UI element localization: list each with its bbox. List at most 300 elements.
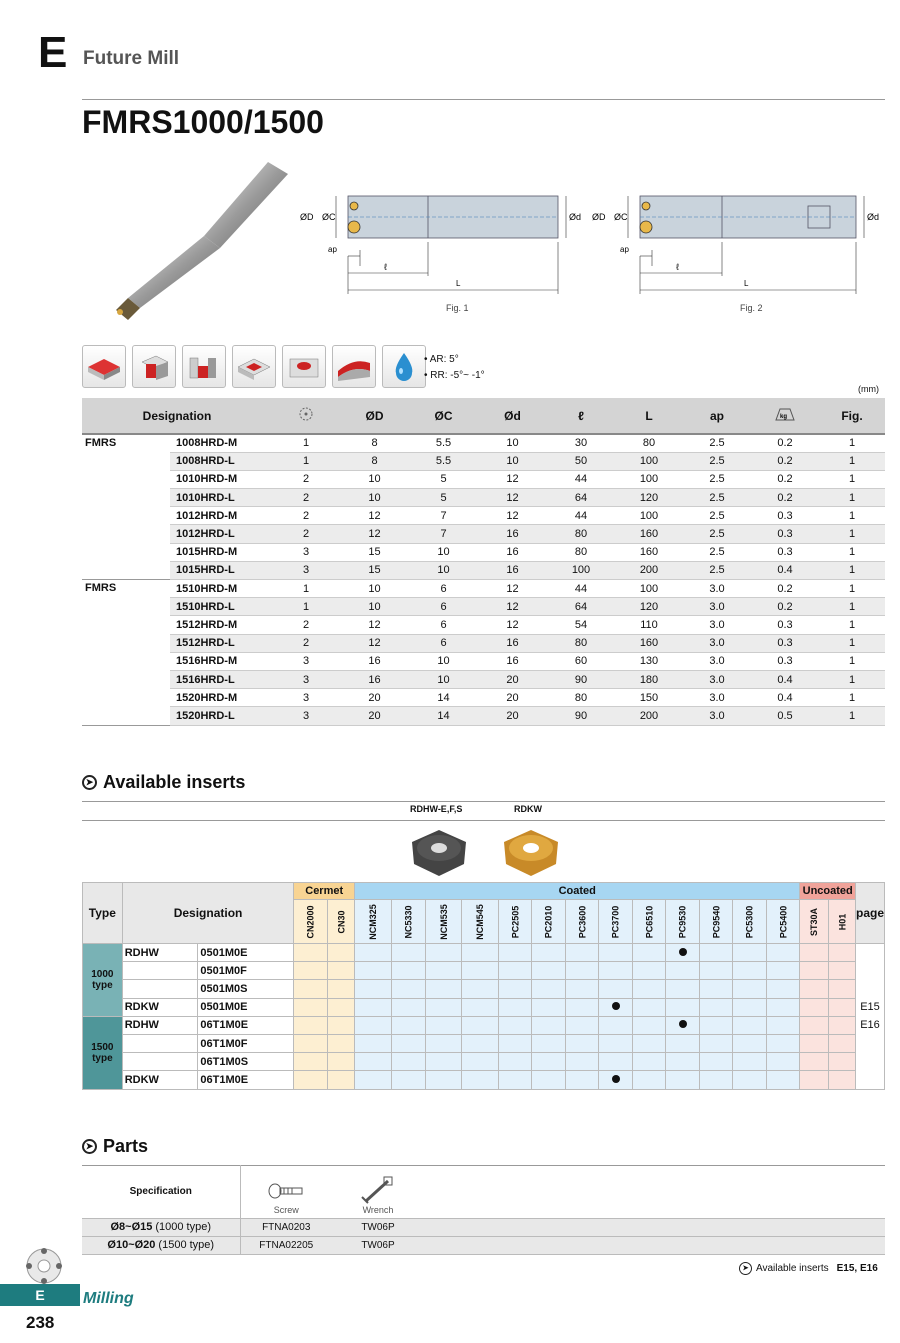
grade-cell [425,980,462,998]
grade-cell [632,1071,666,1089]
page-refs [855,944,884,1090]
grade-cell [532,1016,566,1034]
grade-cell [565,1016,599,1034]
spec-cell: 7 [409,525,478,543]
spec-cell: 0.2 [751,434,819,452]
insert-row [83,980,885,998]
group-cermet: Cermet [294,883,355,900]
page-ref-link[interactable]: E16 [860,1019,880,1032]
spec-cell: 3 [272,652,340,670]
header-divider [82,99,885,100]
grade-cell [699,980,733,998]
availability-dot-icon [612,1075,620,1083]
unit-label: (mm) [858,384,879,394]
grade-label: PC5300 [744,905,755,938]
spec-cell: 3.0 [683,707,751,725]
grade-cell [294,1034,328,1052]
spec-cell: 160 [615,634,683,652]
spec-cell: 0.3 [751,525,819,543]
screw-icon [266,1179,306,1205]
spec-cell: 2 [272,634,340,652]
spec-cell: 10 [340,470,409,488]
grade-cell [632,1016,666,1034]
spec-cell: 16 [478,543,547,561]
grade-cell [666,1034,700,1052]
footer-available-inserts[interactable] [739,1262,878,1275]
availability-dot-icon [679,1020,687,1028]
contour-milling-icon [332,345,376,388]
spec-cell: 6 [409,598,478,616]
grade-cell [565,998,599,1016]
figure-2 [588,186,888,321]
designation-cell: 1010HRD-L [170,489,272,507]
spec-cell: 0.3 [751,616,819,634]
spec-cell: 1 [819,470,885,488]
grade-header [565,900,599,944]
grade-label: NCM545 [474,903,485,940]
parts-spec-range: Ø8~Ø15 [110,1221,153,1233]
fig2-label-d: Ød [867,212,880,222]
grade-cell [733,1071,767,1089]
insert-row [83,998,885,1016]
parts-title: Parts [103,1136,149,1156]
spec-row [82,452,885,470]
grade-header [733,900,767,944]
spec-cell: 130 [615,652,683,670]
col-d: Ød [478,398,547,434]
spec-cell: 20 [478,707,547,725]
parts-row [82,1218,885,1236]
spec-cell: 50 [547,452,615,470]
spec-cell: 1 [819,543,885,561]
grade-header [599,900,633,944]
spec-cell: 3.0 [683,580,751,598]
grade-cell [565,980,599,998]
grade-cell [462,980,499,998]
grade-header [699,900,733,944]
designation-cell: 1010HRD-M [170,470,272,488]
insert-series: RDKW [122,998,198,1016]
spec-row [82,598,885,616]
grade-cell [462,962,499,980]
grade-cell [632,944,666,962]
designation-cell: 1516HRD-L [170,670,272,688]
parts-heading [82,1136,148,1157]
grade-cell [599,1071,633,1089]
grade-cell [462,1053,499,1071]
fig2-label-C: ØC [614,212,628,222]
grade-header [532,900,566,944]
fig2-label-ap: ap [620,245,629,254]
spec-cell: 0.3 [751,652,819,670]
spec-table [82,398,885,726]
grade-cell [829,1016,856,1034]
page-ref-link[interactable]: E15 [860,1001,880,1014]
designation-cell: 1008HRD-L [170,452,272,470]
grade-cell [532,1071,566,1089]
grade-cell [800,944,829,962]
wrench-icon [358,1175,398,1205]
spec-cell: 2 [272,525,340,543]
grade-cell [355,980,392,998]
col-fig: Fig. [819,398,885,434]
grade-header [800,900,829,944]
spec-cell: 1 [819,616,885,634]
grade-cell [328,962,355,980]
grade-cell [391,998,425,1016]
grade-cell [294,980,328,998]
grade-cell [699,998,733,1016]
grade-cell [328,944,355,962]
grade-cell [391,980,425,998]
spec-row [82,507,885,525]
spec-cell: 12 [478,507,547,525]
grade-header [294,900,328,944]
spec-cell: 90 [547,707,615,725]
spec-row [82,580,885,598]
grade-cell [565,1053,599,1071]
grade-cell [800,980,829,998]
grade-header [829,900,856,944]
grade-cell [829,1034,856,1052]
spec-row [82,434,885,452]
col-l: ℓ [547,398,615,434]
spec-cell: 3 [272,543,340,561]
spec-cell: 1 [819,598,885,616]
spec-cell: 100 [547,561,615,579]
spec-cell: 6 [409,580,478,598]
grade-label: PC5400 [778,905,789,938]
spec-cell: 2.5 [683,434,751,452]
spec-cell: 2.5 [683,507,751,525]
spec-cell: 8 [340,434,409,452]
grade-cell [498,998,532,1016]
grade-cell [599,944,633,962]
grade-label: PC3600 [576,905,587,938]
grade-cell [498,1071,532,1089]
grade-cell [632,962,666,980]
spec-cell: 12 [340,525,409,543]
insert-code: 0501M0S [198,980,294,998]
availability-dot-icon [612,1002,620,1010]
slot-milling-icon [182,345,226,388]
fig1-label-D: ØD [300,212,314,222]
spec-cell: 15 [340,561,409,579]
insert-code: 0501M0E [198,944,294,962]
col-C: ØC [409,398,478,434]
grade-cell [294,944,328,962]
wrench-part-code: TW06P [361,1221,395,1233]
grade-cell [294,1071,328,1089]
spec-cell: 2 [272,470,340,488]
insert-row [83,1053,885,1071]
spec-cell: 1 [819,670,885,688]
arrow-circle-icon: ➤ [82,1139,97,1154]
spec-cell: 12 [340,634,409,652]
parts-spec-cell [82,1236,240,1254]
section-tab: E [0,1284,80,1306]
grade-cell [328,1034,355,1052]
grade-header [632,900,666,944]
designation-cell: 1012HRD-L [170,525,272,543]
spec-cell: 12 [478,598,547,616]
tool-shank [204,162,288,248]
grade-label: H01 [837,913,848,930]
spec-cell: 100 [615,452,683,470]
grade-cell [565,962,599,980]
inserts-table [82,882,885,1090]
grade-cell [355,1016,392,1034]
spec-cell: 3 [272,561,340,579]
spec-cell: 1 [272,598,340,616]
grade-cell [462,1071,499,1089]
spec-cell: 120 [615,489,683,507]
spec-cell: 3 [272,689,340,707]
spec-cell: 100 [615,580,683,598]
grade-cell [294,962,328,980]
insert-row [83,1034,885,1052]
spec-cell: 200 [615,561,683,579]
grade-cell [328,980,355,998]
spec-cell: 2.5 [683,470,751,488]
grade-cell [800,1016,829,1034]
spec-cell: 3 [272,707,340,725]
spec-cell: 3.0 [683,616,751,634]
screw-label: Screw [273,1204,299,1215]
spec-row [82,689,885,707]
parts-table [82,1165,885,1255]
tool-photo [100,158,300,328]
spec-row [82,634,885,652]
spec-row [82,489,885,507]
grade-cell [565,1034,599,1052]
designation-cell: 1520HRD-L [170,707,272,725]
footer-avail-pages: E15, E16 [836,1263,878,1274]
grade-cell [699,1016,733,1034]
insert-series [122,962,198,980]
insert-code: 06T1M0S [198,1053,294,1071]
spec-row [82,470,885,488]
spec-cell: 5 [409,489,478,507]
designation-cell: 1512HRD-M [170,616,272,634]
insert-row [83,944,885,962]
spec-cell: 2.5 [683,452,751,470]
spec-cell: 1 [819,525,885,543]
spec-cell: 1 [819,489,885,507]
spec-cell: 3.0 [683,689,751,707]
col-L: L [615,398,683,434]
grade-cell [800,962,829,980]
spec-cell: 1 [272,580,340,598]
available-inserts-heading [82,772,245,793]
spec-cell: 60 [547,652,615,670]
grade-cell [355,962,392,980]
spec-cell: 3.0 [683,634,751,652]
grade-cell [599,980,633,998]
coolant-icon [382,345,426,388]
spec-cell: 160 [615,525,683,543]
wrench-header [332,1165,424,1218]
spec-cell: 120 [615,598,683,616]
grade-label: NCM325 [367,903,378,940]
fig1-insert [348,221,360,233]
grade-cell [733,1034,767,1052]
spec-cell: 80 [547,525,615,543]
grade-cell [498,1053,532,1071]
fig2-label-l: ℓ [676,262,679,272]
spec-cell: 100 [615,470,683,488]
spec-cell: 16 [478,525,547,543]
grade-cell [498,944,532,962]
spec-cell: 30 [547,434,615,452]
grade-cell [699,962,733,980]
spec-cell: 3.0 [683,670,751,688]
series-label: FMRS [82,580,170,726]
spec-cell: 0.2 [751,452,819,470]
screw-header [240,1165,332,1218]
section-name: Future Mill [83,48,180,69]
grade-cell [294,998,328,1016]
ins-col-type: Type [83,883,123,944]
spec-cell: 0.4 [751,561,819,579]
insert-name-rdkw: RDKW [514,804,542,814]
grade-label: ST30A [809,907,820,936]
spec-cell: 20 [340,707,409,725]
spec-cell: 0.4 [751,670,819,688]
footer-avail-label: Available inserts [756,1263,829,1274]
grade-cell [328,1071,355,1089]
grade-cell [355,1071,392,1089]
spec-cell: 1 [819,652,885,670]
grade-cell [766,944,800,962]
grade-cell [766,1071,800,1089]
grade-header [425,900,462,944]
grade-cell [800,1071,829,1089]
insert-code: 06T1M0E [198,1071,294,1089]
wrench-part-code: TW06P [361,1239,395,1251]
grade-cell [829,944,856,962]
grade-cell [666,980,700,998]
grade-cell [599,1016,633,1034]
spec-cell: 10 [409,561,478,579]
spec-cell: 15 [340,543,409,561]
fig2-label-L: L [744,279,749,288]
grade-label: PC2010 [543,905,554,938]
grade-cell [829,1071,856,1089]
grade-cell [532,1034,566,1052]
spec-row [82,707,885,725]
grade-cell [699,1034,733,1052]
milling-cutter-icon [22,1244,66,1284]
insert-code: 0501M0F [198,962,294,980]
grade-cell [328,1053,355,1071]
grade-label: PC9530 [677,905,688,938]
grade-cell [355,944,392,962]
grade-cell [391,962,425,980]
designation-cell: 1512HRD-L [170,634,272,652]
grade-label: PC6510 [644,905,655,938]
grade-cell [766,980,800,998]
designation-cell: 1516HRD-M [170,652,272,670]
inserts-divider-2 [82,820,885,821]
grade-cell [462,944,499,962]
grade-cell [666,1016,700,1034]
grade-cell [532,980,566,998]
spec-cell: 16 [478,561,547,579]
grade-label: CN30 [336,909,347,934]
grade-cell [425,998,462,1016]
spec-cell: 80 [547,543,615,561]
grade-cell [498,1016,532,1034]
spec-cell: 44 [547,507,615,525]
spec-cell: 160 [615,543,683,561]
spec-cell: 16 [340,670,409,688]
spec-cell: 1 [819,507,885,525]
spec-cell: 64 [547,598,615,616]
spec-cell: 5.5 [409,434,478,452]
screw-part-code: FTNA0203 [262,1221,311,1233]
fig1-label-ap: ap [328,245,337,254]
insert-type: 1500 type [83,1016,123,1089]
spec-cell: 80 [547,634,615,652]
spec-cell: 10 [340,598,409,616]
spec-cell: 20 [478,670,547,688]
spec-cell: 8 [340,452,409,470]
grade-cell [632,1034,666,1052]
designation-cell: 1015HRD-M [170,543,272,561]
grade-label: NCM535 [438,903,449,940]
spec-cell: 200 [615,707,683,725]
spec-cell: 14 [409,707,478,725]
spec-cell: 10 [340,580,409,598]
spec-cell: 0.2 [751,598,819,616]
spec-cell: 180 [615,670,683,688]
grade-cell [829,998,856,1016]
col-D: ØD [340,398,409,434]
page-title: FMRS1000/1500 [82,104,324,140]
grade-cell [355,1053,392,1071]
spec-cell: 1 [819,561,885,579]
spec-cell: 12 [478,616,547,634]
ins-col-page: page [855,883,884,944]
tool-insert [117,309,123,315]
grade-cell [391,1016,425,1034]
arrow-circle-icon: ➤ [82,775,97,790]
grade-cell [462,1016,499,1034]
spec-row [82,543,885,561]
grade-cell [498,1034,532,1052]
grade-cell [425,1034,462,1052]
spec-cell: 16 [478,652,547,670]
grade-header [766,900,800,944]
grade-cell [294,1053,328,1071]
grade-cell [599,1053,633,1071]
grade-cell [391,1053,425,1071]
insert-series: RDHW [122,944,198,962]
grade-cell [328,1016,355,1034]
tool-neck [128,236,220,308]
spec-row [82,652,885,670]
spec-cell: 7 [409,507,478,525]
figure-1 [296,186,592,321]
helical-milling-icon [282,345,326,388]
inserts-divider [82,801,885,802]
spec-cell: 44 [547,580,615,598]
parts-spec-type: (1500 type) [158,1239,215,1251]
spec-cell: 0.4 [751,689,819,707]
face-milling-icon [82,345,126,388]
spec-cell: 0.3 [751,634,819,652]
